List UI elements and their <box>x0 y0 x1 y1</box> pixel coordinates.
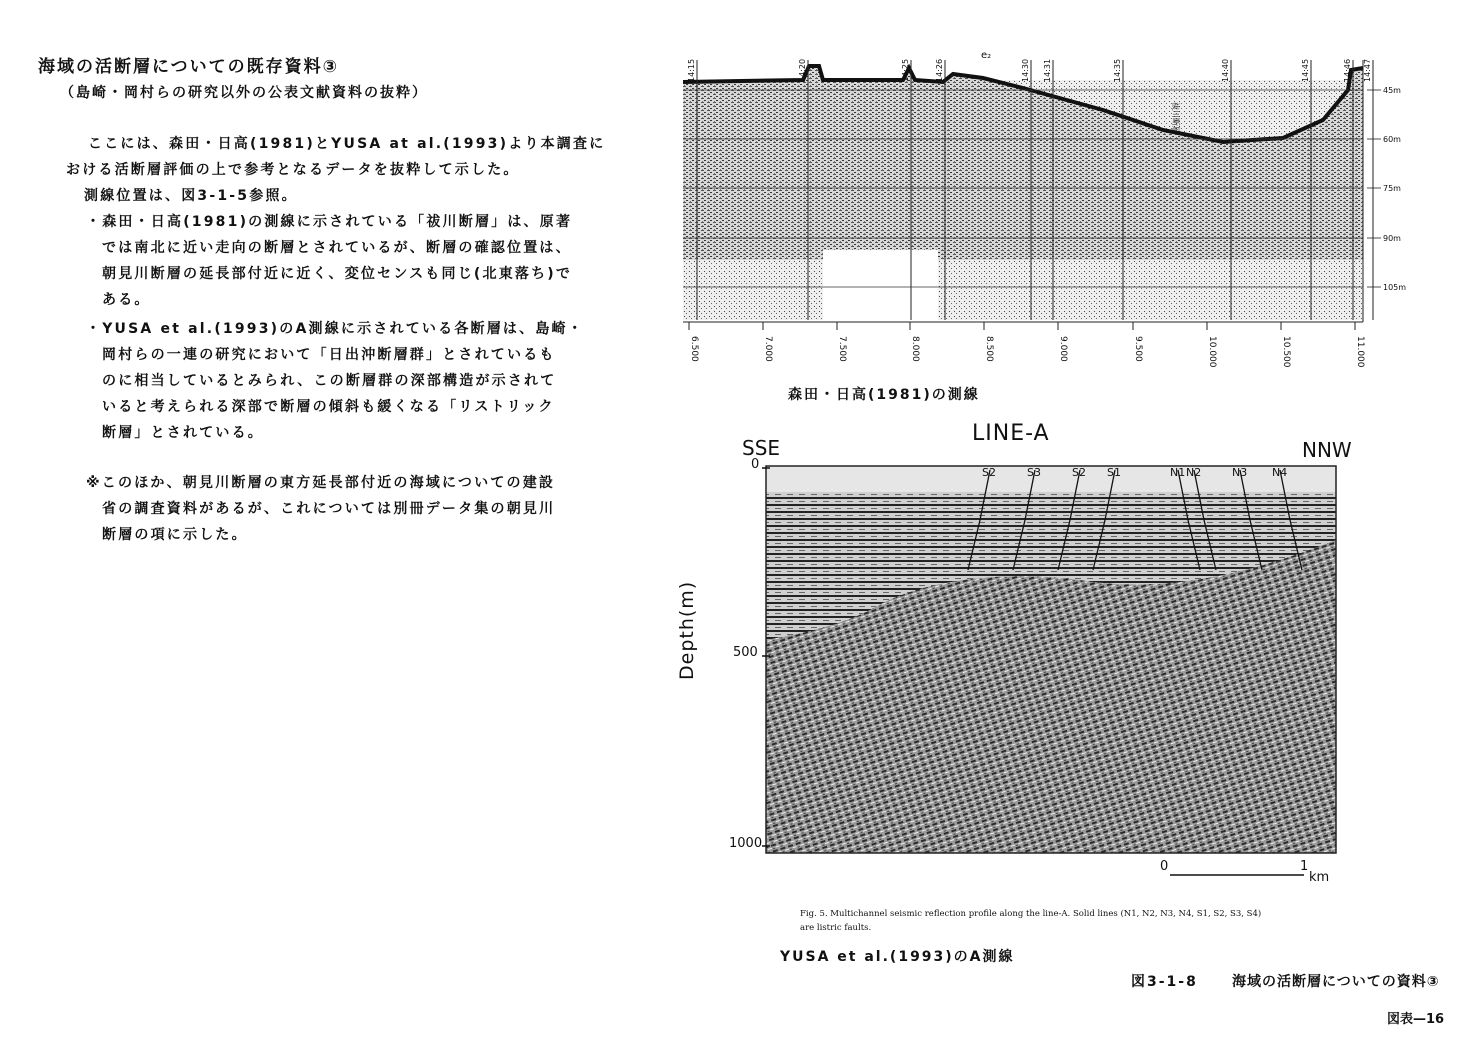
body-line: おける活断層評価の上で参考となるデータを抜粋して示した。 <box>66 162 520 178</box>
figure1-caption: 森田・日高(1981)の測線 <box>788 387 980 403</box>
bullet-item: ・森田・日高(1981)の測線に示されている「祓川断層」は、原著 <box>86 214 573 230</box>
distance-label: 10.000 <box>1207 336 1217 368</box>
time-label: 14:40 <box>1221 58 1230 82</box>
time-label: 14:47 <box>1363 58 1372 82</box>
body-line: ここには、森田・日高(1981)とYUSA at al.(1993)より本調査に <box>88 136 606 152</box>
scale-start-label: 0 <box>1160 859 1169 874</box>
seismic-profile-graphic <box>683 30 1423 390</box>
bullet-item: ・YUSA et al.(1993)のA測線に示されている各断層は、島崎・ <box>86 321 584 337</box>
distance-label: 6.500 <box>689 336 699 362</box>
figure-number: 図3-1-8 <box>1131 974 1198 990</box>
distance-label: 7.500 <box>837 336 847 362</box>
fault-label: S3 <box>1027 466 1041 479</box>
line-a-profile-graphic <box>700 420 1380 890</box>
body-line: 断層の項に示した。 <box>102 527 248 543</box>
direction-label-nnw: NNW <box>1302 438 1352 462</box>
time-label: 14:31 <box>1043 58 1052 82</box>
figure2-caption: YUSA et al.(1993)のA測線 <box>780 949 1015 965</box>
page-title: 海域の活断層についての既存資料③ <box>38 57 340 77</box>
body-line: 岡村らの一連の研究において「日出沖断層群」とされているも <box>102 347 556 363</box>
body-line: 断層」とされている。 <box>102 425 264 441</box>
time-label: 14:30 <box>1021 58 1030 82</box>
depth-axis-label: Depth(m) <box>676 580 698 680</box>
direction-label-sse: SSE <box>742 436 781 460</box>
seismic-profile-line-a <box>700 420 1380 890</box>
note-item: ※このほか、朝見川断層の東方延長部付近の海域についての建設 <box>86 475 556 491</box>
line-a-title: LINE-A <box>972 421 1050 446</box>
distance-label: 11.000 <box>1355 336 1365 368</box>
body-line: 朝見川断層の延長部付近に近く、変位センスも同じ(北東落ち)で <box>102 266 573 282</box>
depth-tick-1000: 1000 <box>729 836 763 851</box>
distance-label: 9.500 <box>1133 336 1143 362</box>
distance-label: 10.500 <box>1281 336 1291 368</box>
seismic-profile-morita-hidaka <box>683 30 1423 390</box>
page-subtitle: （島崎・岡村らの研究以外の公表文献資料の抜粋） <box>60 85 428 101</box>
fault-label: S1 <box>1107 466 1121 479</box>
time-label: 14:20 <box>798 58 807 82</box>
distance-label: 8.500 <box>984 336 994 362</box>
scale-end-label: 1 <box>1300 859 1309 874</box>
body-line: ある。 <box>102 292 151 308</box>
depth-label: 45m <box>1383 86 1401 95</box>
body-line: 省の調査資料があるが、これについては別冊データ集の朝見川 <box>102 501 556 517</box>
depth-label: 90m <box>1383 234 1401 243</box>
scale-unit-label: km <box>1309 870 1330 885</box>
depth-label: 105m <box>1383 283 1407 292</box>
depth-tick-500: 500 <box>733 645 758 660</box>
depth-tick-0: 0 <box>751 457 760 472</box>
fault-label: N3 <box>1232 466 1248 479</box>
page-number: 図表—16 <box>1387 1012 1445 1027</box>
body-line: では南北に近い走向の断層とされているが、断層の確認位置は、 <box>102 240 572 256</box>
figure2-english-caption: Fig. 5. Multichannel seismic reflection profile along the line-A. Solid lines (N1, N2, N3, N4, S1, S2, S3, S4) are listric faults. <box>800 909 1262 933</box>
fault-label: N4 <box>1272 466 1288 479</box>
time-label: 14:35 <box>1113 58 1122 82</box>
fault-label: N1 <box>1170 466 1186 479</box>
figure-title: 海域の活断層についての資料③ <box>1232 974 1440 990</box>
time-label: 14:25 <box>901 58 910 82</box>
annotation-label: e₂ <box>981 50 992 61</box>
distance-label: 8.000 <box>910 336 920 362</box>
time-label: 14:15 <box>687 58 696 82</box>
distance-label: 7.000 <box>763 336 773 362</box>
time-label: 14:46 <box>1343 58 1352 82</box>
fault-label: N2 <box>1186 466 1202 479</box>
fault-label: S2 <box>982 466 996 479</box>
depth-label: 75m <box>1383 184 1401 193</box>
body-line: 測線位置は、図3-1-5参照。 <box>84 188 298 204</box>
depth-label: 60m <box>1383 135 1401 144</box>
fault-label: S2 <box>1072 466 1086 479</box>
body-line: いると考えられる深部で断層の傾斜も緩くなる「リストリック <box>102 399 555 415</box>
distance-label: 9.000 <box>1058 336 1068 362</box>
time-label: 14:45 <box>1301 58 1310 82</box>
fault-name-label: 祓川断層 <box>1171 102 1180 134</box>
time-label: 14:26 <box>935 58 944 82</box>
body-line: のに相当しているとみられ、この断層群の深部構造が示されて <box>102 373 557 389</box>
